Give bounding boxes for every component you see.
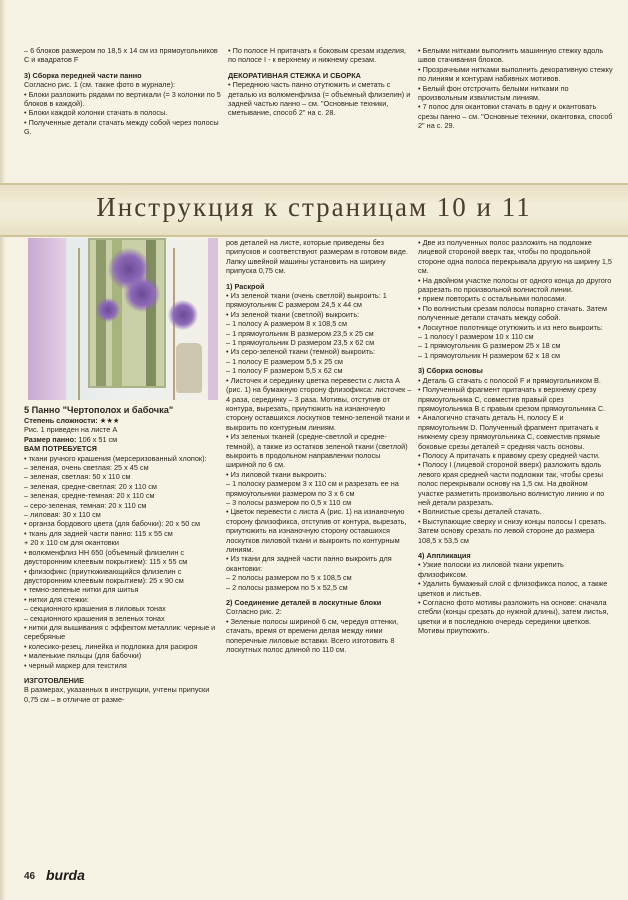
paragraph: • ткани ручного крашения (мерсеризованный хлопок): bbox=[24, 453, 207, 463]
paragraph: – зеленая, средне-темная: 20 х 110 см bbox=[24, 491, 155, 501]
paragraph: – 1 полоску размером 3 х 110 см и разрезать ее на прямоугольники размером по 3 х 6 см bbox=[226, 479, 399, 498]
paragraph: • Блоки каждой колонки стачать в полосы. bbox=[24, 108, 168, 118]
paragraph: • Блоки разложить рядами по вертикали (= 3 колонки по 5 блоков в каждой). bbox=[24, 89, 221, 109]
pole-left bbox=[78, 248, 80, 400]
paragraph: • Из зеленой ткани (светлой) выкроить: bbox=[226, 309, 360, 319]
paragraph: • Деталь G стачать с полосой F и прямоугольником В. bbox=[418, 375, 601, 385]
paragraph: • волюменфлиз НН 650 (объемный флизелин с двусторонним клеевым покрытием): 115 х 55 см bbox=[24, 547, 188, 567]
paragraph: • Полученные детали стачать между собой через полосы G. bbox=[24, 117, 219, 137]
paragraph: – 6 блоков размером по 18,5 х 14 см из прямоугольников С и квадратов F bbox=[24, 46, 218, 65]
paragraph: • Белыми нитками выполнить машинную стежку вдоль швов стачивания блоков. bbox=[418, 46, 604, 65]
paragraph: • Полосу I (лицевой стороной вверх) разложить вдоль левого края средней части подложки так, чтобы срезы полос перекрывали основу на 1,5 см. На двойном участке разметить произвольно волнистую линию и по ней детали разрезать. bbox=[418, 460, 605, 507]
paragraph: – 1 полосу I размером 10 х 110 см bbox=[418, 332, 534, 342]
paragraph: • органза бордового цвета (для бабочки): 20 х 50 см bbox=[24, 519, 200, 529]
burda-logo: burda bbox=[46, 867, 85, 883]
paragraph: • Зеленые полосы шириной 6 см, чередуя оттенки, стачать, время от времени делая между ними поперечные лиловые вставки. Всего изготовить 8 лоскутных полос длиной по 110 см. bbox=[226, 616, 399, 655]
middle-column bbox=[226, 238, 412, 654]
paragraph: – зеленая, светлая: 50 х 110 см bbox=[24, 472, 131, 482]
curtain-left bbox=[28, 238, 66, 400]
size-line: Размер панно: 106 х 51 см bbox=[24, 434, 118, 444]
top-column-1 bbox=[24, 46, 224, 137]
thistle-flower bbox=[124, 276, 160, 312]
paragraph: • Полученный фрагмент притачать к верхнему срезу прямоугольника С, совместив правый срез прямоугольника В с правым срезом прямоугольника С. bbox=[418, 385, 606, 413]
difficulty-stars: ★★★ bbox=[99, 416, 120, 425]
paragraph: • Лоскутное полотнище отутюжить и из него выкроить: bbox=[418, 322, 603, 332]
paragraph: • Из лиловой ткани выкроить: bbox=[226, 469, 327, 479]
paragraph: • По полосе Н притачать к боковым срезам изделия, по полосе I - к верхнему и нижнему срезам. bbox=[228, 46, 406, 65]
paragraph: – секционного крашения в лиловых тонах bbox=[24, 604, 166, 614]
paragraph: • Из ткани для задней части панно выкроить для окантовки: bbox=[226, 554, 392, 573]
paragraph: – 1 прямоугольник Н размером 62 х 18 см bbox=[418, 350, 561, 360]
paragraph: • Прозрачными нитками выполнить декоративную стежку по линиям и контурам набивных мотивов. bbox=[418, 64, 613, 84]
paragraph: – серо-зеленая, темная: 20 х 110 см bbox=[24, 500, 147, 510]
section-subheading: 3) Сборка основы bbox=[418, 366, 483, 376]
paragraph: – 1 прямоугольник D размером 23,5 х 62 см bbox=[226, 338, 375, 348]
paragraph: • Листочек и серединку цветка перевести с листа А (рис. 1) на бумажную сторону флизофикса: листочек – 4 раза, серединку – 3 раза. Мотивы, отступив от контура, вырезать, приутюжить на изнаночную сторону оставшихся лоскутков темно-зеленой ткани и выкроить по контурным линиям. bbox=[226, 375, 412, 432]
paragraph: • По волнистым срезам полосы попарно стачать. Затем полученные детали стачать между собой. bbox=[418, 303, 608, 323]
paragraph: – зеленая, очень светлая: 25 х 45 см bbox=[24, 463, 149, 473]
section-subheading: 4) Аппликация bbox=[418, 551, 471, 560]
section-subheading: 1) Раскрой bbox=[226, 281, 265, 291]
paragraph: • Полосу А притачать к правому срезу средней части. bbox=[418, 450, 600, 460]
paragraph: • черный маркер для текстиля bbox=[24, 660, 127, 670]
vase bbox=[176, 343, 202, 393]
paragraph: • Из серо-зеленой ткани (темной) выкроить: bbox=[226, 347, 375, 357]
paragraph: • нитки для стежки: bbox=[24, 594, 89, 604]
thistle-flower bbox=[168, 300, 198, 330]
right-column bbox=[418, 238, 613, 636]
paragraph: • маленькие пяльцы (для бабочки) bbox=[24, 651, 142, 661]
paragraph: • темно-зеленые нитки для шитья bbox=[24, 585, 139, 595]
paragraph: • Узкие полоски из лиловой ткани укрепить флизофиксом. bbox=[418, 560, 564, 579]
paragraph: • Выступающие сверху и снизу концы полосы I срезать. Затем основу срезать по левой стороне до размера 108,5 х 53,5 см bbox=[418, 516, 607, 545]
section-subheading: ДЕКОРАТИВНАЯ СТЕЖКА И СБОРКА bbox=[228, 70, 361, 80]
paragraph: + 20 х 110 см для окантовки bbox=[24, 538, 119, 548]
paragraph: – 2 полосы размером по 5 х 52,5 см bbox=[226, 582, 348, 592]
section-subheading: ВАМ ПОТРЕБУЕТСЯ bbox=[24, 444, 97, 454]
curtain-right bbox=[208, 238, 218, 400]
materials-list bbox=[24, 444, 218, 704]
top-column-2 bbox=[228, 46, 413, 118]
paragraph: • Из зеленых тканей (средне-светлой и средне-темной), а также из остатков зеленой ткани (светлой) выкроить в продольном направлении полосы шириной по 6 см. bbox=[226, 432, 408, 470]
band-top-line bbox=[0, 183, 628, 185]
paragraph: • Волнистые срезы деталей стачать. bbox=[418, 507, 542, 517]
paragraph: • Цветок перевести с листа А (рис. 1) на изнаночную сторону флизофикса, отступив от контура, вырезать, приутюжить на изнаночную сторону оставшихся лоскутков лиловой ткани и выкроить по контурным линиям. bbox=[226, 507, 407, 554]
paragraph: • колесико-резец, линейка и подложка для раскроя bbox=[24, 641, 198, 651]
thistle-flower bbox=[96, 298, 120, 322]
paragraph: • 7 полос для окантовки стачать в одну и окантовать срезы панно – см. "Основные техники, окантовка, способ 2" на с. 29. bbox=[418, 102, 613, 131]
difficulty-line: Степень сложности: ★★★ bbox=[24, 416, 120, 425]
paragraph: • Из зеленой ткани (очень светлой) выкроить: 1 прямоугольник С размером 24,5 х 44 см bbox=[226, 291, 387, 310]
paragraph: • Аналогично стачать деталь Н, полосу Е и прямоугольник D. Полученный фрагмент притачать к нижнему срезу прямоугольника С, совместив прямые боковые срезы деталей = средняя часть основы. bbox=[418, 413, 601, 451]
section-subheading: ИЗГОТОВЛЕНИЕ bbox=[24, 675, 84, 685]
paragraph: • Белый фон отстрочить белыми нитками по произвольным извилистым линиям. bbox=[418, 83, 569, 103]
paragraph: – 1 полосу А размером 8 х 108,5 см bbox=[226, 319, 347, 329]
page-number: 46 bbox=[24, 871, 36, 882]
paragraph: – лиловая: 30 х 110 см bbox=[24, 510, 101, 520]
paragraph: • Переднюю часть панно отутюжить и сметать с деталью из волюменфлиза (= объемный флизелин) и задней частью панно – см. "Основные техники, сметывание, способ 2" на с. 28. bbox=[228, 80, 411, 118]
page-edge bbox=[0, 0, 6, 900]
paragraph: Согласно рис. 1 (см. также фото в журнале): bbox=[24, 80, 176, 90]
section-heading: Инструкция к страницам 10 и 11 bbox=[96, 192, 532, 222]
paragraph: • нитки для вышивания с эффектом металлик: черные и серебряные bbox=[24, 622, 216, 642]
paragraph: Лапку швейной машины установить на ширину припуска 0,75 см. bbox=[226, 256, 386, 276]
paragraph: – 3 полосы размером по 0,5 х 110 см bbox=[226, 497, 352, 507]
paragraph: • На двойном участке полосы от одного конца до другого разрезать по произвольной волнистой линии. bbox=[418, 275, 612, 295]
paragraph: – зеленая, средне-светлая: 20 х 110 см bbox=[24, 481, 157, 491]
band-bottom-line bbox=[0, 235, 628, 237]
paragraph: В размерах, указанных в инструкции, учтены припуски 0,75 см – в отличие от разме- bbox=[24, 685, 210, 704]
paragraph: Согласно рис. 2: bbox=[226, 607, 282, 617]
top-column-3 bbox=[418, 46, 613, 131]
pattern-note: Рис. 1 приведен на листе А bbox=[24, 425, 118, 435]
section-subheading: 3) Сборка передней части панно bbox=[24, 70, 142, 80]
paragraph: – 1 полосу Е размером 5,5 х 25 см bbox=[226, 356, 343, 366]
paragraph: • Согласно фото мотивы разложить на основе: сначала стебли (концы срезать до нужной длины), затем листья, цветки и в последнюю очередь серединки цветков. Мотивы приутюжить. bbox=[418, 598, 609, 636]
paragraph: – 2 полосы размером по 5 х 108,5 см bbox=[226, 573, 352, 583]
section-subheading: 2) Соединение деталей в лоскутные блоки bbox=[226, 598, 382, 608]
paragraph: • флизофикс (приутюживающийся флизелин с двусторонним клеевым покрытием): 25 х 90 см bbox=[24, 566, 184, 585]
project-title: 5 Панно "Чертополох и бабочка" bbox=[24, 405, 174, 415]
paragraph: • ткань для задней части панно: 115 х 55 см bbox=[24, 528, 173, 538]
paragraph: – 1 прямоугольник В размером 23,5 х 25 см bbox=[226, 328, 374, 338]
paragraph: – секционного крашения в зеленых тонах bbox=[24, 613, 165, 623]
paragraph: – 1 прямоугольник G размером 25 х 18 см bbox=[418, 341, 561, 351]
paragraph: • Две из полученных полос разложить на подложке лицевой стороной вверх так, чтобы по продольной стороне одна полоса перекрывала другую на ширину 1,5 см. bbox=[418, 238, 612, 276]
paragraph: ров деталей на листе, которые приведены без припусков и соответствуют размерам в готовом виде. bbox=[226, 238, 408, 257]
project-photo bbox=[28, 238, 218, 400]
paragraph: • прием повторить с остальными полосами. bbox=[418, 294, 567, 304]
left-column bbox=[24, 405, 218, 704]
paragraph: – 1 полосу F размером 5,5 х 62 см bbox=[226, 366, 343, 376]
paragraph: • Удалить бумажный слой с флизофикса полос, а также цветков и листьев. bbox=[418, 579, 608, 598]
quilt-panel bbox=[88, 238, 166, 388]
